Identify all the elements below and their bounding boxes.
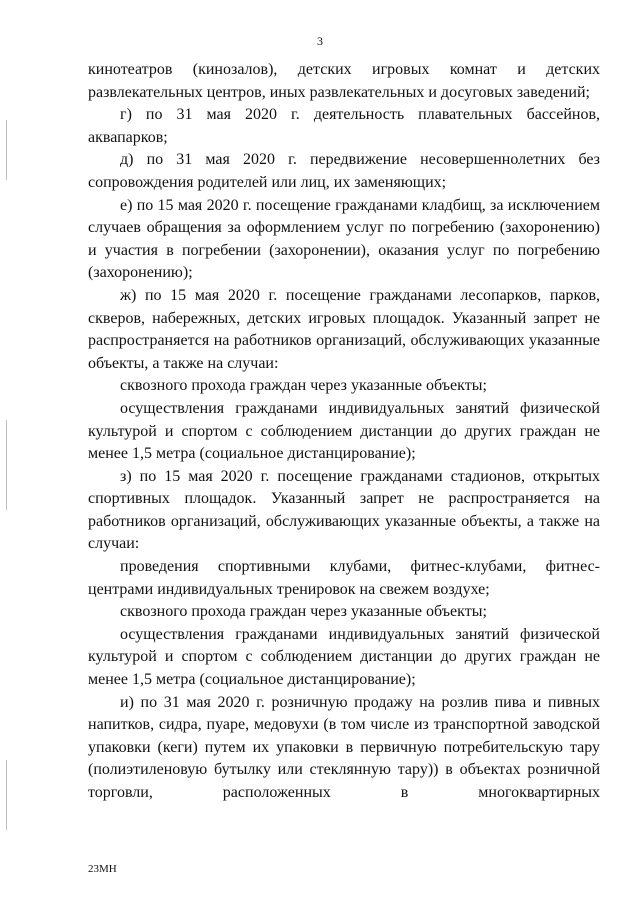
scan-edge-mark <box>6 420 7 510</box>
document-code: 23МН <box>88 863 117 875</box>
scan-edge-mark <box>6 120 7 180</box>
paragraph-continuation: кинотеатров (кинозалов), детских игровых комнат и детских развлекательных центров, иных развлекательных и досуговых заведений; <box>88 61 600 101</box>
page-number: 3 <box>317 34 323 48</box>
paragraph-item-z: з) по 15 мая 2020 г. посещение гражданами стадионов, открытых спортивных площадок. Указанный запрет не распространяется на работников организаций, обслуживающих указанные объекты, а также на случаи: <box>88 467 600 553</box>
paragraph-item-e: е) по 15 мая 2020 г. посещение гражданами кладбищ, за исключением случаев обращения за оформлением услуг по погребению (захоронению) и участия в погребении (захоронении), оказания услуг по погребению (захоронению); <box>88 196 600 282</box>
scan-edge-mark <box>6 760 7 830</box>
paragraph-item-g: г) по 31 мая 2020 г. деятельность плавательных бассейнов, аквапарков; <box>88 106 600 146</box>
document-body <box>88 59 600 805</box>
paragraph-item-d: д) по 31 мая 2020 г. передвижение несовершеннолетних без сопровождения родителей или лиц, их заменяющих; <box>88 151 600 191</box>
paragraph-item-i: и) по 31 мая 2020 г. розничную продажу на розлив пива и пивных напитков, сидра, пуаре, медовухи (в том числе из транспортной заводской упаковки (кеги) путем их упаковки в первичную потребительскую тару (полиэтиленовую бутылку или стеклянную тару)) в объектах розничной торговли, расположенных в многоквартирных <box>88 693 600 801</box>
paragraph-subitem: осуществления гражданами индивидуальных занятий физической культурой и спортом с соблюдением дистанции до других граждан не менее 1,5 метра (социальное дистанцирование); <box>88 399 600 463</box>
paragraph-subitem: осуществления гражданами индивидуальных занятий физической культурой и спортом с соблюдением дистанции до других граждан не менее 1,5 метра (социальное дистанцирование); <box>88 625 600 689</box>
paragraph-subitem: проведения спортивными клубами, фитнес-клубами, фитнес-центрами индивидуальных тренировок на свежем воздухе; <box>88 558 600 598</box>
paragraph-subitem: сквозного прохода граждан через указанные объекты; <box>120 603 487 621</box>
paragraph-subitem: сквозного прохода граждан через указанные объекты; <box>120 377 487 395</box>
paragraph-item-zh: ж) по 15 мая 2020 г. посещение гражданами лесопарков, парков, скверов, набережных, детских игровых площадок. Указанный запрет не распространяется на работников организаций, обслуживающих указанные объекты, а также на случаи: <box>88 286 600 372</box>
